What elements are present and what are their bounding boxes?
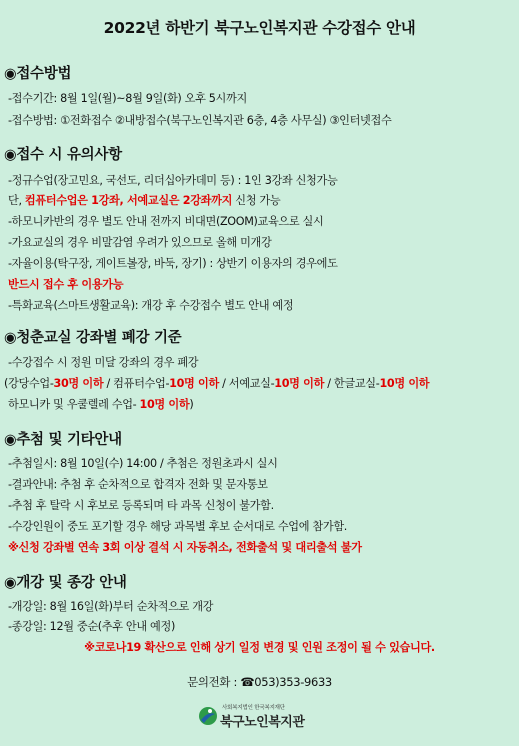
caution-line-2 (8, 192, 280, 208)
org-logo-subtitle: 사회복지법인 한국복지재단 (222, 705, 285, 711)
method-ways-line: -접수방법: ①전화접수 ②내방접수(북구노인복지관 6층, 4층 사무실) ③인터넷접수 (8, 114, 392, 127)
draw-line-3: -추첨 후 탈락 시 후보로 등록되며 타 과목 신청이 불가함. (8, 499, 274, 512)
draw-line-2: -결과안내: 추첨 후 순차적으로 합격자 전화 및 문자통보 (8, 478, 268, 491)
section-heading-cautions: ◉접수 시 유의사항 (4, 147, 122, 163)
caution-line-4: -가요교실의 경우 비말감염 우려가 있으므로 올해 미개강 (8, 236, 272, 249)
closing-seg-red: 10명 이하 (169, 377, 219, 390)
closing-line-2 (4, 375, 429, 391)
caution-line-6: 반드시 접수 후 이용가능 (8, 278, 124, 291)
closing-seg-red: 10명 이하 (379, 377, 430, 390)
draw-line-4: -수강인원이 중도 포기할 경우 해당 과목별 후보 순서대로 수업에 참가함. (8, 520, 348, 533)
schedule-line-1: -개강일: 8월 16일(화)부터 순차적으로 개강 (8, 600, 214, 613)
org-logo-icon (198, 705, 218, 727)
schedule-notice: ※코로나19 확산으로 인해 상기 일정 변경 및 인원 조정이 될 수 있습니다. (84, 641, 435, 654)
closing-seg: ) (189, 398, 194, 411)
section-heading-closing: ◉청춘교실 강좌별 폐강 기준 (4, 330, 182, 346)
section-heading-schedule: ◉개강 및 종강 안내 (4, 575, 127, 591)
closing-line-1: -수강접수 시 정원 미달 강좌의 경우 폐강 (8, 356, 199, 369)
contact-phone: 문의전화 : ☎053)353-9633 (187, 675, 332, 689)
closing-seg-red: 10명 이하 (139, 398, 190, 411)
closing-seg: / 한글교실- (324, 377, 380, 390)
org-logo-name: 북구노인복지관 (220, 715, 305, 730)
closing-seg: (강당수업- (4, 377, 54, 390)
section-heading-method: ◉접수방법 (4, 66, 72, 82)
closing-seg: / 컴퓨터수업- (103, 377, 170, 390)
caution-line-2-a: 단, (8, 194, 25, 207)
caution-line-5: -자율이용(탁구장, 게이트볼장, 바둑, 장기) : 상반기 이용자의 경우에도 (8, 257, 338, 270)
method-period-line: -접수기간: 8월 1일(월)~8월 9일(화) 오후 5시까지 (8, 92, 247, 105)
draw-line-1: -추첨일시: 8월 10일(수) 14:00 / 추첨은 정원초과시 실시 (8, 457, 278, 470)
schedule-line-2: -종강일: 12월 중순(추후 안내 예정) (8, 620, 175, 633)
caution-line-1: -정규수업(장고민요, 국선도, 리더십아카데미 등) : 1인 3강좌 신청가능 (8, 174, 338, 187)
caution-line-3: -하모니카반의 경우 별도 안내 전까지 비대면(ZOOM)교육으로 실시 (8, 215, 324, 228)
caution-line-2-red: 컴퓨터수업은 1강좌, 서예교실은 2강좌까지 (24, 194, 233, 207)
closing-line-3 (8, 396, 193, 412)
org-logo (198, 703, 328, 733)
draw-notice: ※신청 강좌별 연속 3회 이상 결석 시 자동취소, 전화출석 및 대리출석 불가 (8, 541, 362, 554)
closing-seg: 하모니카 및 우쿨렐레 수업- (8, 398, 140, 411)
section-heading-draw: ◉추첨 및 기타안내 (4, 432, 122, 448)
closing-seg-red: 10명 이하 (274, 377, 325, 390)
closing-seg-red: 30명 이하 (53, 377, 104, 390)
caution-line-7: -특화교육(스마트생활교육): 개강 후 수강접수 별도 안내 예정 (8, 299, 294, 312)
closing-seg: / 서예교실- (218, 377, 275, 390)
caution-line-2-c: 신청 가능 (232, 194, 281, 207)
page-title: 2022년 하반기 북구노인복지관 수강접수 안내 (103, 19, 416, 37)
